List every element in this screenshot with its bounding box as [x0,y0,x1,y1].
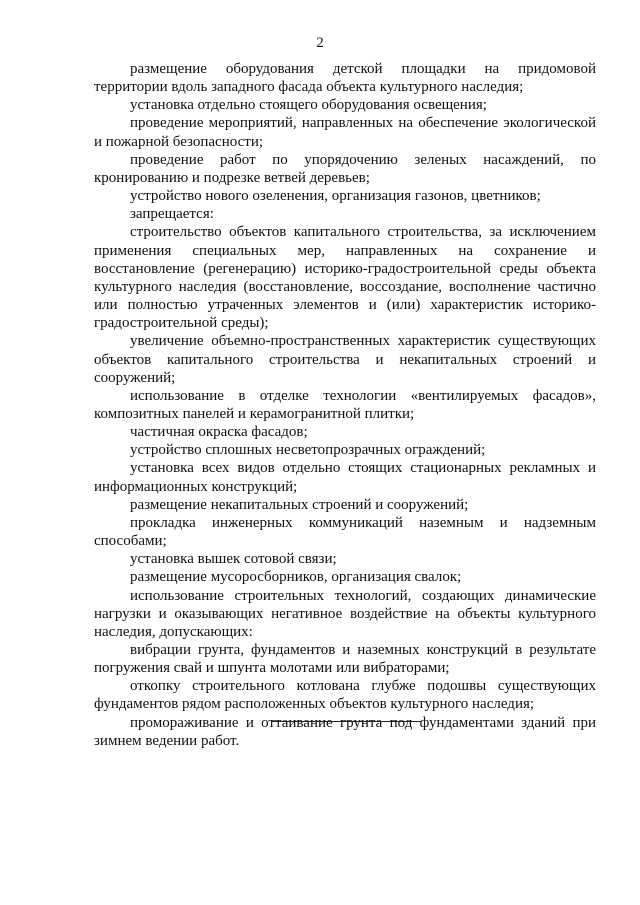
document-body [94,60,596,750]
paragraph: установка отдельно стоящего оборудования освещения; [130,97,487,114]
paragraph: проведение мероприятий, направленных на обеспечение экологической и пожарной безопасности; [94,115,596,150]
paragraph: увеличение объемно-пространственных характеристик существующих объектов капитального строительства и некапитальных строений и сооружений; [94,333,596,386]
paragraph: установка вышек сотовой связи; [130,551,337,568]
page-number: 2 [316,35,324,51]
paragraph-heading: запрещается: [130,206,214,223]
paragraph: откопку строительного котлована глубже подошвы существующих фундаментов рядом расположенных объектов культурного наследия; [94,678,596,713]
paragraph: устройство сплошных несветопрозрачных ограждений; [130,442,486,459]
paragraph: устройство нового озеленения, организация газонов, цветников; [130,188,541,205]
paragraph: размещение мусоросборников, организация свалок; [130,569,462,586]
paragraph: вибрации грунта, фундаментов и наземных конструкций в результате погружения свай и шпунта молотами или вибраторами; [94,642,596,677]
paragraph: установка всех видов отдельно стоящих стационарных рекламных и информационных конструкций; [94,460,596,495]
paragraph: размещение некапитальных строений и сооружений; [130,496,469,513]
paragraph: использование строительных технологий, создающих динамические нагрузки и оказывающих негативное воздействие на объекты культурного наследия, допускающих: [94,587,596,640]
paragraph: прокладка инженерных коммуникаций наземным и надземным способами; [94,514,596,550]
paragraph: размещение оборудования детской площадки на придомовой территории вдоль западного фасада объекта культурного наследия; [94,61,596,96]
paragraph: проведение работ по упорядочению зеленых насаждений, по кронированию и подрезке ветвей деревьев; [94,151,596,186]
paragraph: строительство объектов капитального строительства, за исключением применения специальных мер, направленных на сохранение и восстановление (регенерацию) историко-градостроительной среды объекта культурного наследия (восстановление, воссоздание, восполнение частично или полностью утраченных элементов и (или) характеристик историко-градостроительной среды); [94,224,596,332]
paragraph: частичная окраска фасадов; [130,424,308,441]
paragraph: использование в отделке технологии «вентилируемых фасадов», композитных панелей и керамогранитной плитки; [94,387,596,422]
paragraph: промораживание и оттаивание грунта под фундаментами зданий при зимнем ведении работ. [94,714,596,749]
end-separator-line [272,721,422,722]
